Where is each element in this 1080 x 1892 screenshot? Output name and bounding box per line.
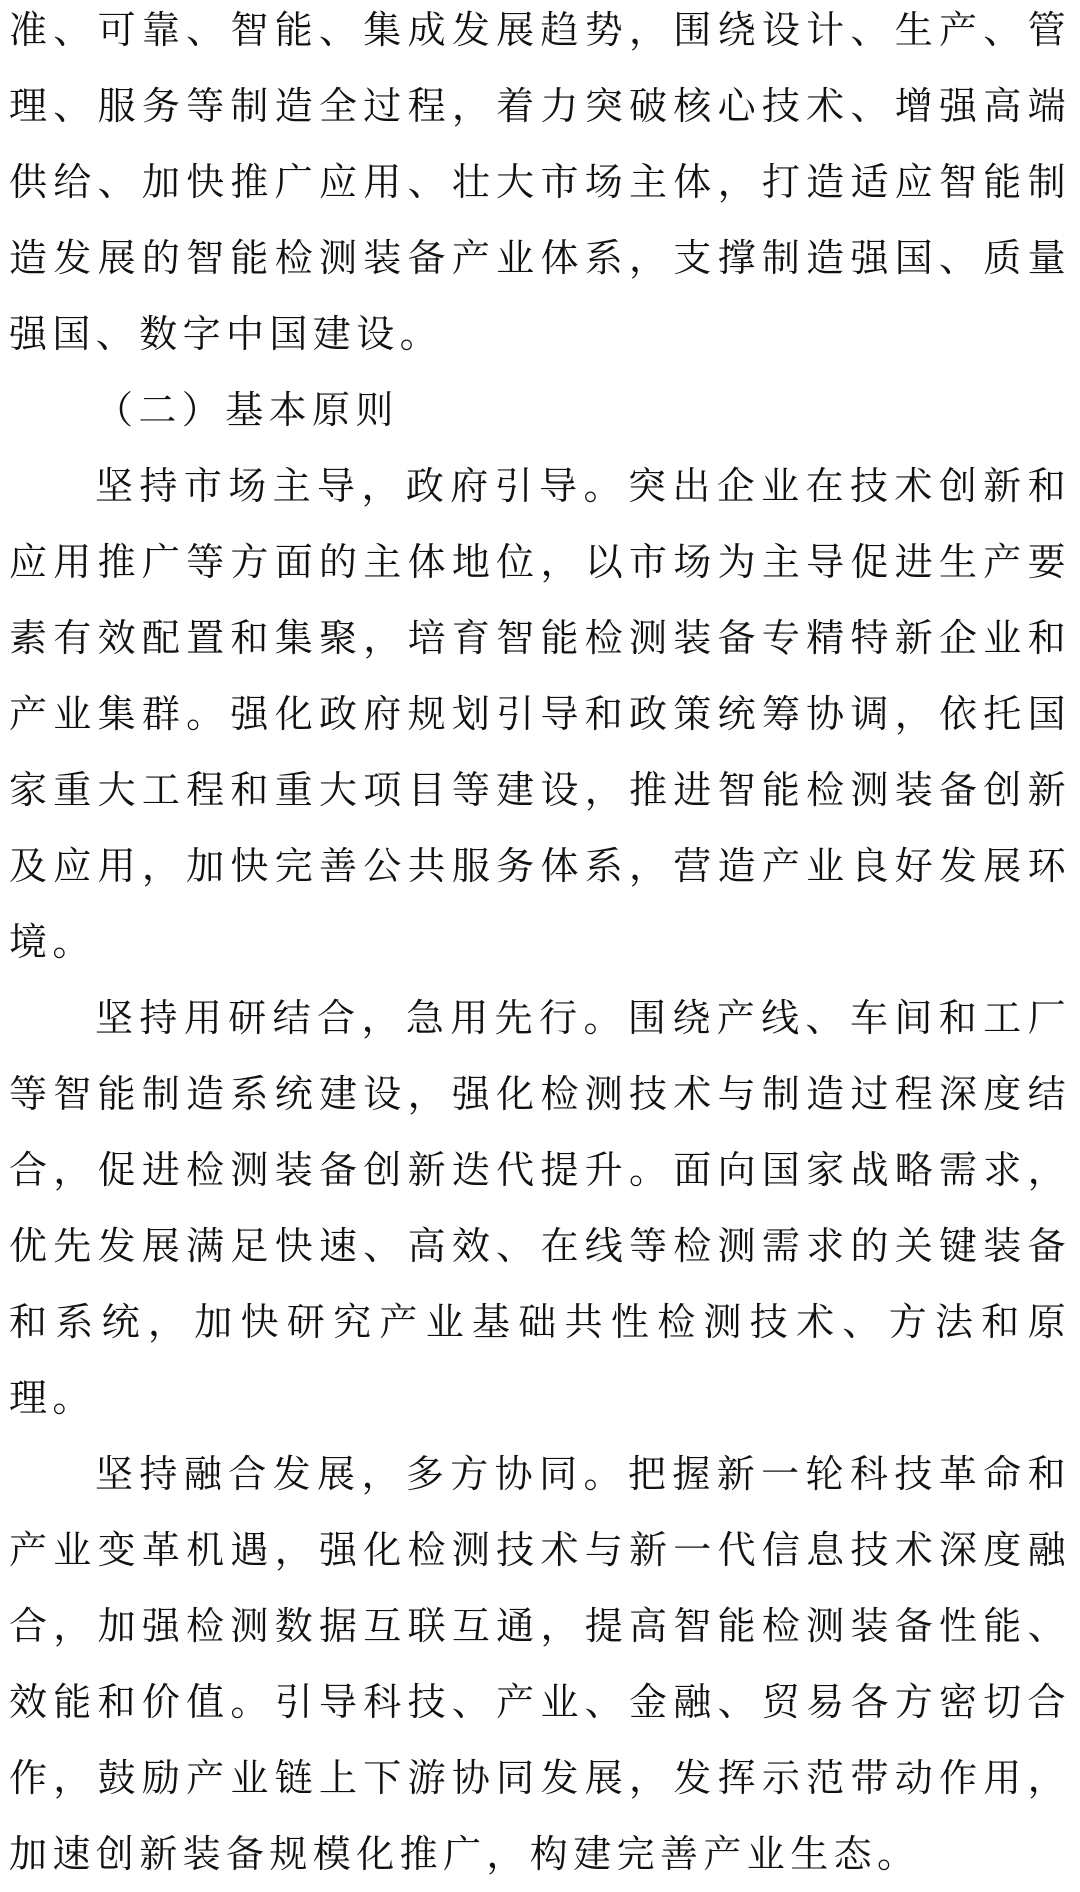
paragraph-principle-research: 坚持用研结合，急用先行。围绕产线、车间和工厂等智能制造系统建设，强化检测技术与制造过程深度结合，促进检测装备创新迭代提升。面向国家战略需求，优先发展满足快速、高效、在线等检测需求的关键装备和系统，加快研究产业基础共性检测技术、方法和原理。 <box>9 996 1071 1420</box>
paragraph-continuation: 准、可靠、智能、集成发展趋势，围绕设计、生产、管理、服务等制造全过程，着力突破核心技术、增强高端供给、加快推广应用、壮大市场主体，打造适应智能制造发展的智能检测装备产业体系，支撑制造强国、质量强国、数字中国建设。 <box>9 8 1071 356</box>
section-heading: （二）基本原则 <box>95 388 399 432</box>
document-page <box>9 0 1071 1876</box>
paragraph-principle-market: 坚持市场主导，政府引导。突出企业在技术创新和应用推广等方面的主体地位，以市场为主导促进生产要素有效配置和集聚，培育智能检测装备专精特新企业和产业集群。强化政府规划引导和政策统筹协调，依托国家重大工程和重大项目等建设，推进智能检测装备创新及应用，加快完善公共服务体系，营造产业良好发展环境。 <box>9 464 1071 964</box>
paragraph-principle-integration: 坚持融合发展，多方协同。把握新一轮科技革命和产业变革机遇，强化检测技术与新一代信息技术深度融合，加强检测数据互联互通，提高智能检测装备性能、效能和价值。引导科技、产业、金融、贸易各方密切合作，鼓励产业链上下游协同发展，发挥示范带动作用，加速创新装备规模化推广，构建完善产业生态。 <box>9 1452 1071 1876</box>
